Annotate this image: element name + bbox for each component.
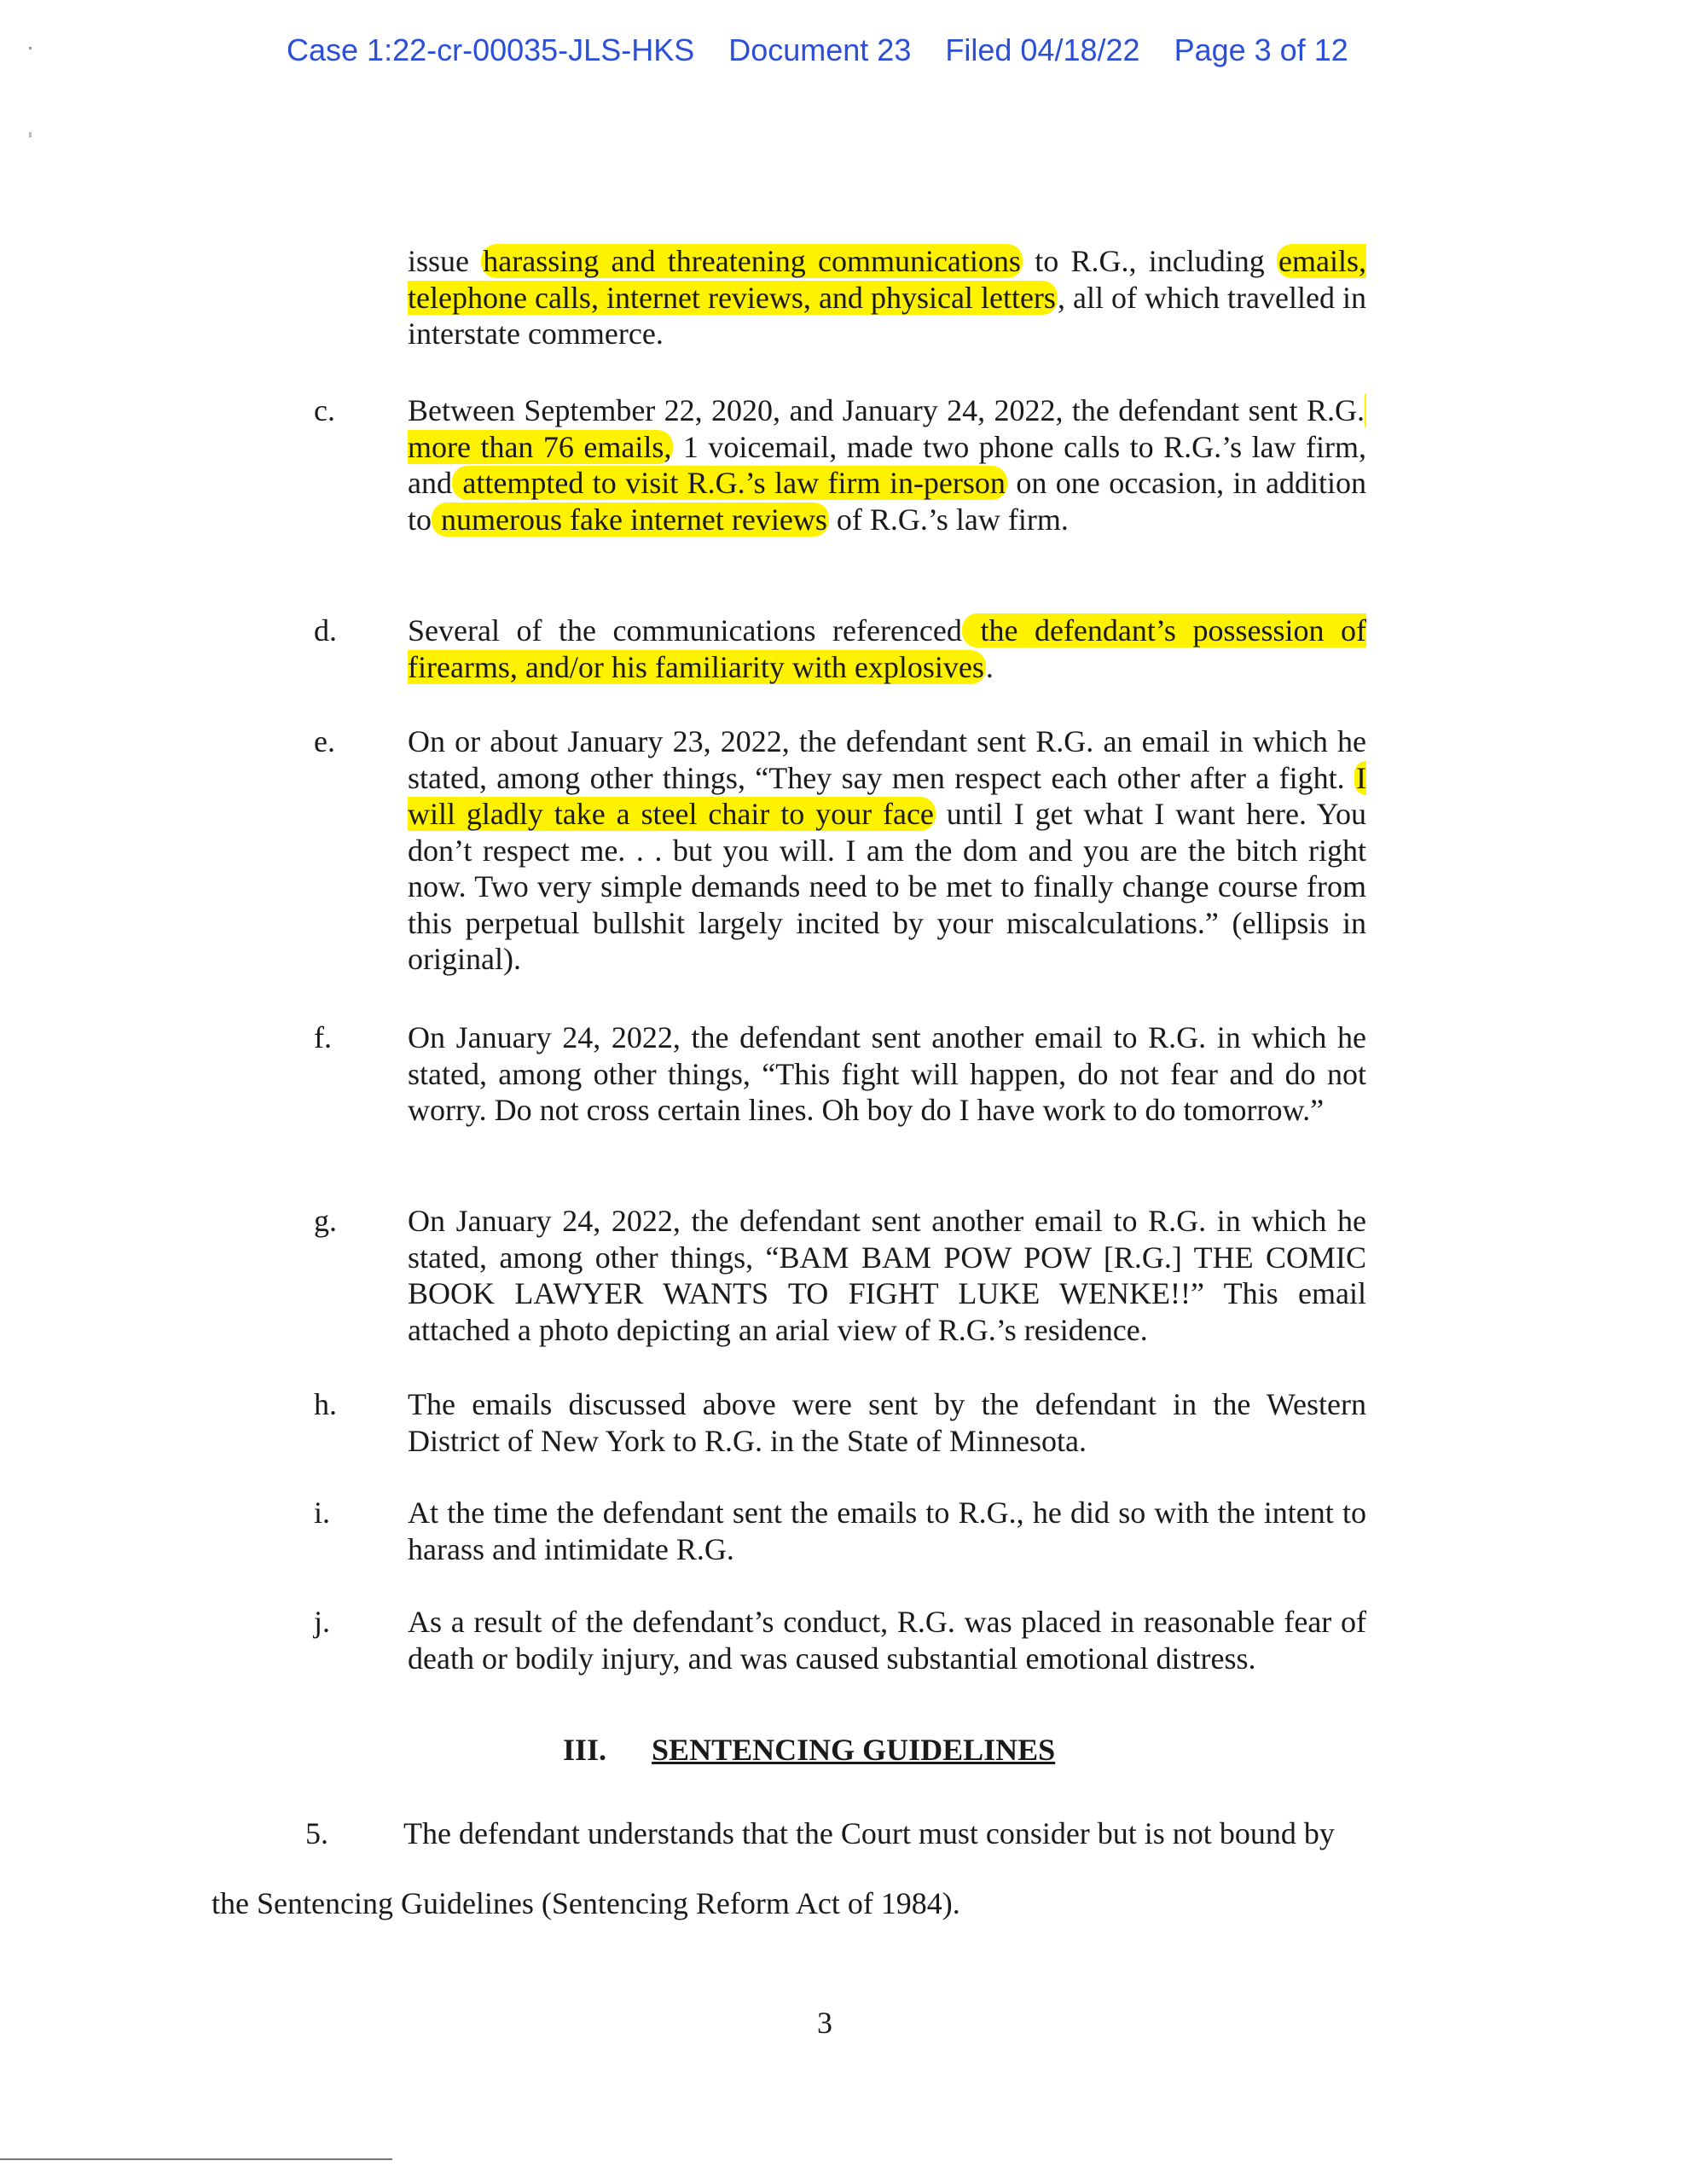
- paragraph-b-continuation: [408, 243, 1366, 352]
- page-number: 3: [817, 2006, 832, 2040]
- text-run: until I get what I want here. You don’t respect me. . . but you will. I am the dom and you are the bitch right now. Two very simple demands need to be met to finally change course from this perpetual bullshit largely incited by your miscalculations.” (ellipsis in original).: [408, 797, 1366, 976]
- text-run: 1 voicemail, made two phone calls to R.G.’s law firm, and: [408, 429, 1367, 500]
- text-run: Several of the communications referenced: [408, 613, 962, 648]
- section-title: SENTENCING GUIDELINES: [652, 1733, 1056, 1767]
- case-number: Case 1:22-cr-00035-JLS-HKS: [287, 32, 695, 67]
- item-text: The emails discussed above were sent by the defendant in the Western District of New York to R.G. in the State of Minnesota.: [408, 1387, 1366, 1458]
- item-letter: e.: [314, 724, 335, 758]
- highlight: numerous fake internet reviews: [433, 502, 827, 537]
- text-run: on one occasion, in addition to: [408, 466, 1366, 537]
- item-text: At the time the defendant sent the emails to R.G., he did so with the intent to harass and intimidate R.G.: [408, 1496, 1366, 1566]
- item-text: On January 24, 2022, the defendant sent another email to R.G. in which he stated, among other things, “This fight will happen, do not fear and do not worry. Do not cross certain lines. Oh boy do I have work to do tomorrow.”: [408, 1020, 1366, 1127]
- text-run: Between September 22, 2020, and January 24, 2022, the defendant sent R.G.: [408, 393, 1365, 427]
- text-run: issue: [408, 244, 482, 278]
- item-text: [408, 723, 1366, 978]
- highlight: attempted to visit R.G.’s law firm in-person: [453, 466, 1006, 500]
- section-number: III.: [563, 1733, 607, 1767]
- text-run: .: [985, 649, 994, 684]
- highlight: emails, telephone calls, internet reviews, and physical letters: [408, 244, 1367, 315]
- item-text: [408, 392, 1366, 537]
- item-letter: f.: [314, 1020, 332, 1054]
- scan-edge-line: [0, 2158, 392, 2160]
- item-letter: c.: [314, 393, 335, 427]
- highlight: more than 76 emails,: [408, 393, 1366, 464]
- filing-header: [287, 32, 1348, 68]
- item-letter: h.: [314, 1387, 337, 1421]
- page-indicator: Page 3 of 12: [1174, 32, 1348, 67]
- paragraph-line: the Sentencing Guidelines (Sentencing Reform Act of 1984).: [212, 1886, 960, 1920]
- item-text: [408, 613, 1366, 685]
- highlight: I will gladly take a steel chair to your face: [408, 760, 1366, 831]
- highlight: harassing and threatening communications: [483, 244, 1021, 278]
- section-heading: [563, 1732, 1055, 1768]
- item-letter: d.: [314, 613, 337, 648]
- text-run: of R.G.’s law firm.: [828, 502, 1069, 537]
- paragraph-number: 5.: [305, 1816, 328, 1850]
- text-run: On or about January 23, 2022, the defendant sent R.G. an email in which he stated, among other things, “They say men respect each other after a fight.: [408, 724, 1366, 795]
- document-number: Document 23: [728, 32, 912, 67]
- item-letter: i.: [314, 1496, 331, 1530]
- filed-date: Filed 04/18/22: [945, 32, 1140, 67]
- paragraph-line: The defendant understands that the Court must consider but is not bound by: [403, 1816, 1335, 1850]
- scan-mark: [29, 47, 32, 49]
- item-text: As a result of the defendant’s conduct, R.G. was placed in reasonable fear of death or bodily injury, and was caused substantial emotional distress.: [408, 1605, 1366, 1676]
- text-run: , all of which travelled in interstate commerce.: [408, 280, 1366, 351]
- item-letter: g.: [314, 1204, 337, 1238]
- text-run: to R.G., including: [1022, 244, 1278, 278]
- item-letter: j.: [314, 1605, 331, 1639]
- scan-mark: [29, 132, 32, 137]
- highlight: the defendant’s possession of firearms, and/or his familiarity with explosives: [408, 613, 1366, 684]
- item-text: On January 24, 2022, the defendant sent another email to R.G. in which he stated, among other things, “BAM BAM POW POW [R.G.] THE COMIC BOOK LAWYER WANTS TO FIGHT LUKE WENKE!!” This email attached a photo depicting an arial view of R.G.’s residence.: [408, 1204, 1366, 1347]
